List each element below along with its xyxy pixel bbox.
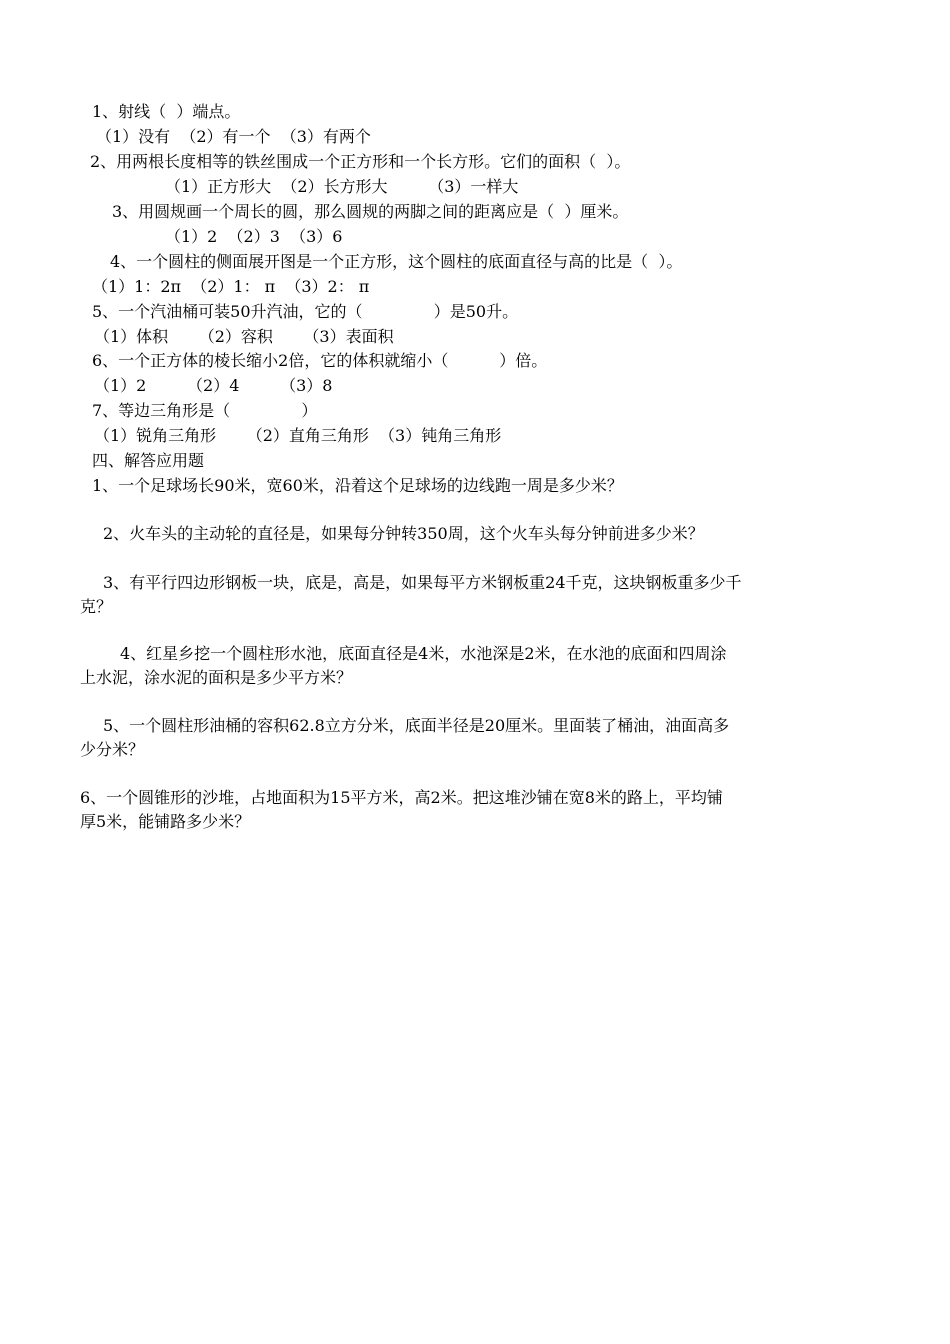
question-3-options: （1）2 （2）3 （3）6 bbox=[165, 227, 343, 246]
question-1-options: （1）没有 （2）有一个 （3）有两个 bbox=[96, 127, 371, 146]
word-problem-5-line-1: 5、一个圆柱形油桶的容积62.8立方分米，底面半径是20厘米。里面装了桶油，油面高多 bbox=[103, 716, 730, 735]
question-5: 5、一个汽油桶可装50升汽油，它的（ ）是50升。 bbox=[92, 302, 519, 321]
question-4-options: （1）1：2π （2）1： π （3）2： π bbox=[92, 277, 370, 296]
word-problem-4-line-1: 4、红星乡挖一个圆柱形水池，底面直径是4米，水池深是2米，在水池的底面和四周涂 bbox=[120, 644, 727, 663]
section-title: 四、解答应用题 bbox=[92, 451, 205, 470]
question-5-options: （1）体积 （2）容积 （3）表面积 bbox=[94, 327, 394, 346]
question-2: 2、用两根长度相等的铁丝围成一个正方形和一个长方形。它们的面积（ ）。 bbox=[90, 152, 631, 171]
question-6: 6、一个正方体的棱长缩小2倍，它的体积就缩小（ ）倍。 bbox=[92, 351, 548, 370]
question-1: 1、射线（ ）端点。 bbox=[92, 102, 241, 121]
word-problem-2: 2、火车头的主动轮的直径是，如果每分钟转350周，这个火车头每分钟前进多少米？ bbox=[103, 524, 704, 543]
word-problem-5-line-2: 少分米？ bbox=[80, 740, 145, 759]
question-7-options: （1）锐角三角形 （2）直角三角形 （3）钝角三角形 bbox=[94, 426, 502, 445]
question-3: 3、用圆规画一个周长的圆，那么圆规的两脚之间的距离应是（ ）厘米。 bbox=[112, 202, 629, 221]
question-2-options: （1）正方形大 （2）长方形大 （3）一样大 bbox=[165, 177, 519, 196]
word-problem-6-line-2: 厚5米，能铺路多少米？ bbox=[80, 812, 251, 831]
word-problem-3-line-2: 克？ bbox=[80, 597, 113, 616]
question-6-options: （1）2 （2）4 （3）8 bbox=[94, 376, 333, 395]
word-problem-3-line-1: 3、有平行四边形钢板一块，底是，高是，如果每平方米钢板重24千克，这块钢板重多少千 bbox=[103, 573, 742, 592]
question-7: 7、等边三角形是（ ） bbox=[92, 401, 318, 420]
word-problem-6-line-1: 6、一个圆锥形的沙堆，占地面积为15平方米，高2米。把这堆沙铺在宽8米的路上，平均铺 bbox=[80, 788, 723, 807]
word-problem-4-line-2: 上水泥，涂水泥的面积是多少平方米？ bbox=[80, 668, 353, 687]
question-4: 4、一个圆柱的侧面展开图是一个正方形，这个圆柱的底面直径与高的比是（ ）。 bbox=[110, 252, 683, 271]
word-problem-1: 1、一个足球场长90米，宽60米，沿着这个足球场的边线跑一周是多少米？ bbox=[92, 476, 623, 495]
